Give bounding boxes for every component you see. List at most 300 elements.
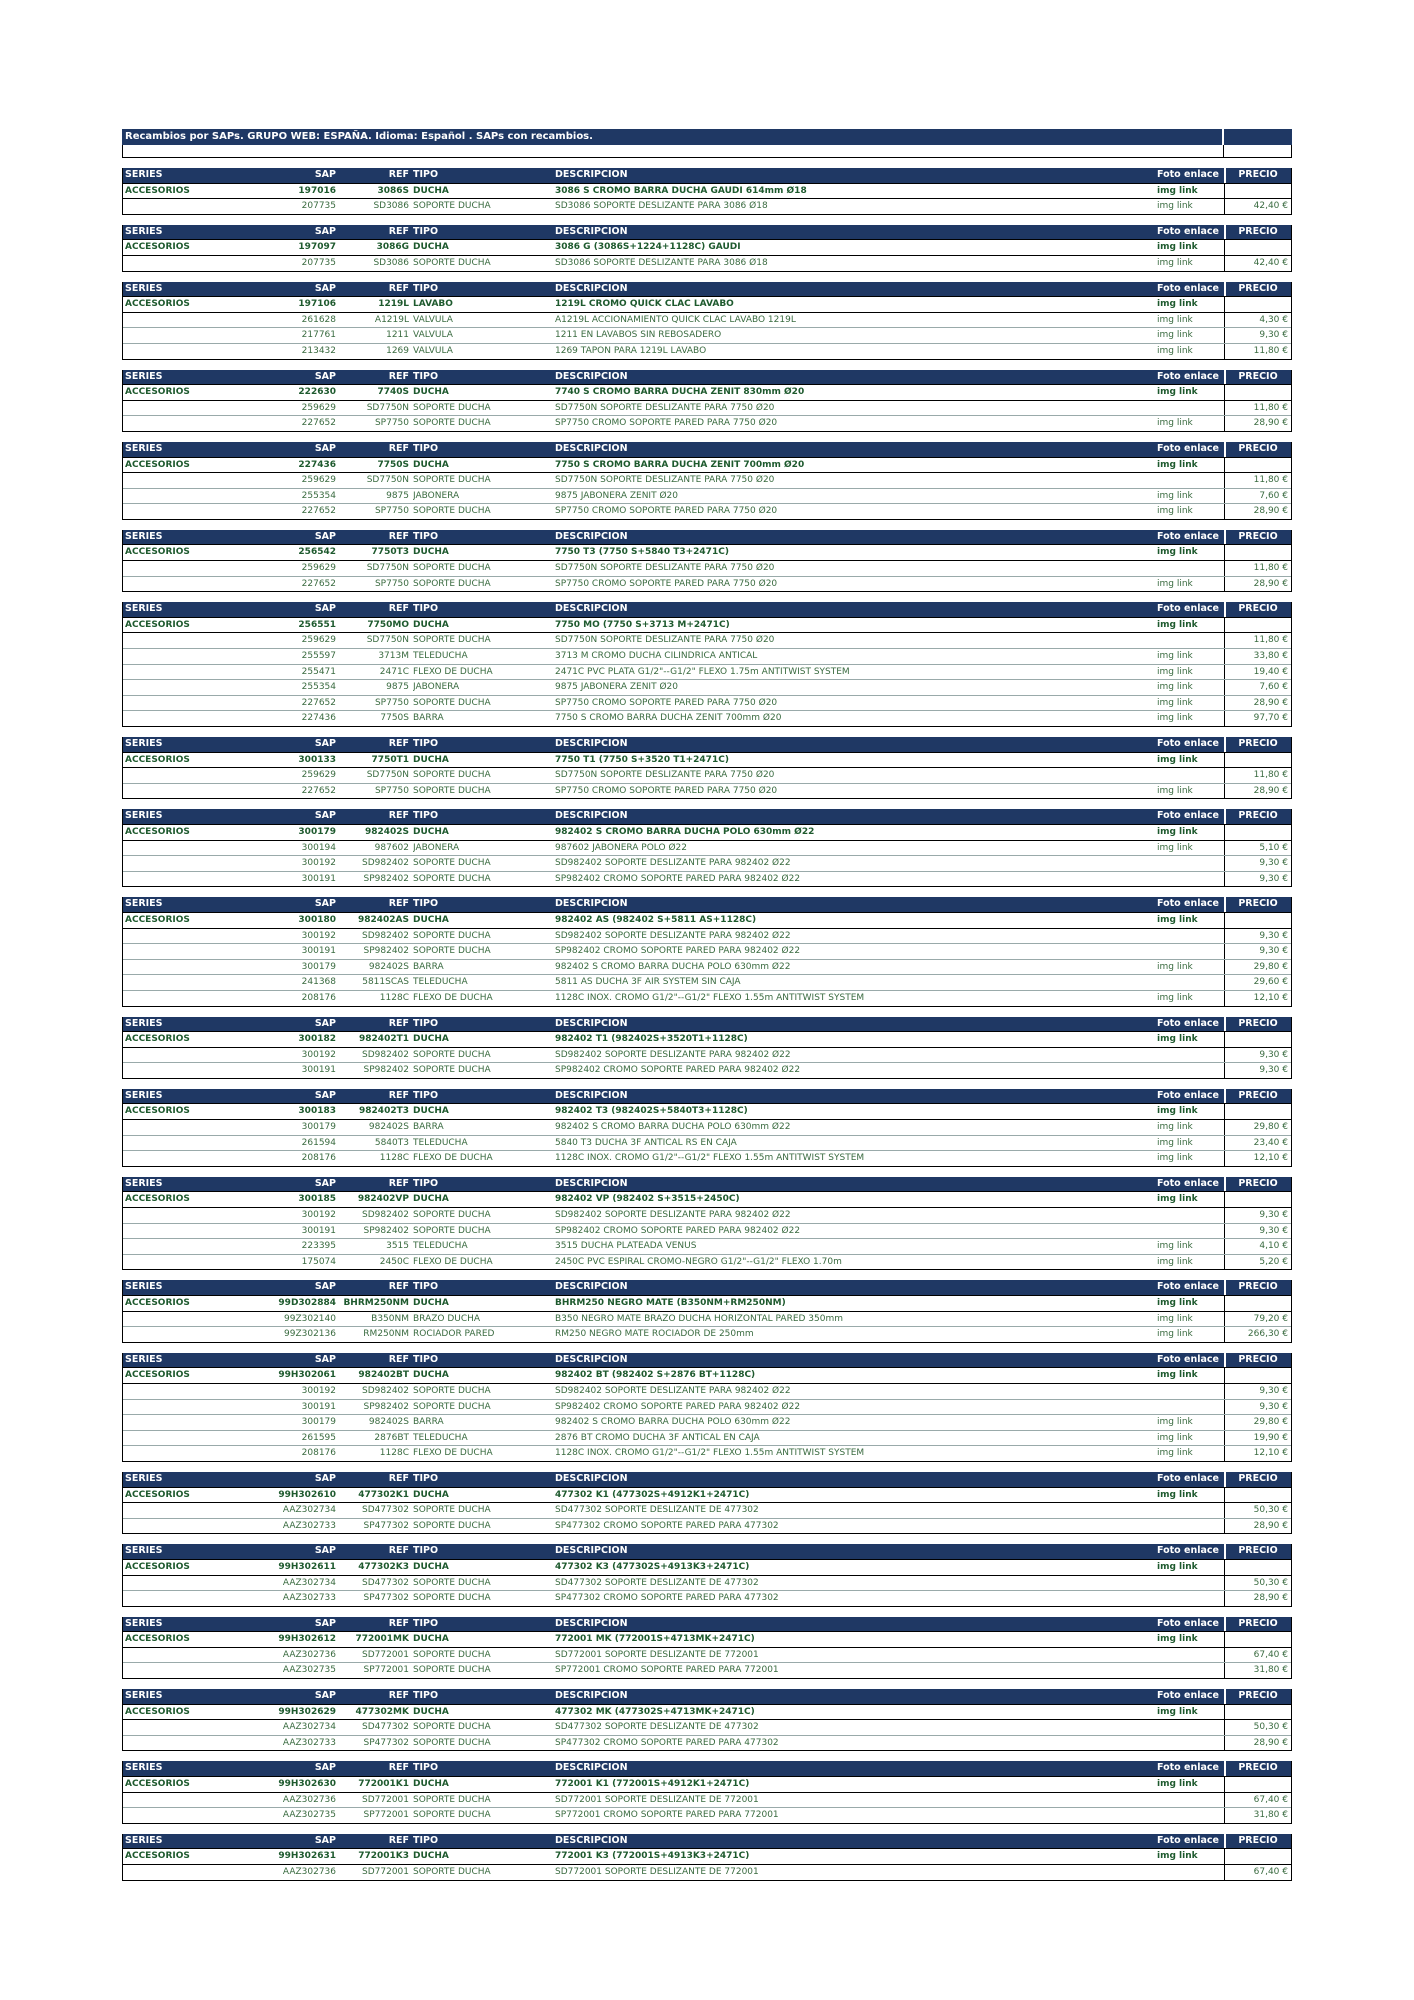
header-sap-cell: SAP [314, 810, 336, 822]
photo-link[interactable]: img link [1157, 842, 1193, 853]
photo-link[interactable]: img link [1157, 1034, 1198, 1045]
header-series-cell: SERIES [125, 1281, 163, 1293]
ref-cell: 7750S [380, 713, 409, 724]
column-divider [1224, 602, 1226, 617]
tipo-cell: SOPORTE DUCHA [413, 257, 491, 268]
ref-cell: 3086G [376, 242, 409, 253]
spare-part-row [123, 1503, 1291, 1519]
description-cell: SD3086 SOPORTE DESLIZANTE PARA 3086 Ø18 [555, 201, 768, 212]
photo-link[interactable]: img link [1157, 185, 1198, 196]
tipo-cell: BRAZO DUCHA [413, 1313, 481, 1324]
header-photo-link: Foto enlace [1157, 898, 1219, 910]
column-divider [1224, 1689, 1226, 1704]
header-description-cell: DESCRIPCION [555, 1353, 628, 1365]
column-divider [1224, 1120, 1225, 1135]
ref-cell: SD7750N [366, 770, 409, 781]
header-series-cell: SERIES [125, 1353, 163, 1365]
price-cell: 50,30 € [1253, 1505, 1288, 1516]
ref-cell: SD982402 [362, 930, 409, 941]
header-series-cell: SERIES [125, 810, 163, 822]
column-divider [1224, 504, 1225, 519]
header-sap-cell: SAP [314, 1545, 336, 1557]
spare-part-row [123, 680, 1291, 696]
product-row [123, 913, 1291, 929]
description-cell: SD7750N SOPORTE DESLIZANTE PARA 7750 Ø20 [555, 402, 775, 413]
header-price-cell: PRECIO [1238, 530, 1278, 542]
photo-link[interactable]: img link [1157, 387, 1198, 398]
header-sap-cell: SAP [314, 1617, 336, 1629]
header-price-cell: PRECIO [1238, 1472, 1278, 1484]
photo-link[interactable]: img link [1157, 345, 1193, 356]
sap-cell: 99H302612 [278, 1634, 336, 1645]
description-cell: BHRM250 NEGRO MATE (B350NM+RM250NM) [555, 1298, 786, 1308]
header-sap-cell: SAP [314, 442, 336, 454]
spare-part-row [123, 401, 1291, 417]
product-row [123, 545, 1291, 561]
tipo-cell: SOPORTE DUCHA [413, 506, 491, 517]
spare-part-row [123, 1048, 1291, 1064]
column-divider [1224, 297, 1225, 312]
header-ref-cell: REF [388, 810, 409, 822]
description-cell: 982402 BT (982402 S+2876 BT+1128C) [555, 1370, 756, 1381]
header-price-cell: PRECIO [1238, 1353, 1278, 1365]
price-cell: 9,30 € [1259, 1049, 1288, 1060]
ref-cell: 477302MK [355, 1706, 409, 1717]
column-divider [1224, 1544, 1226, 1559]
photo-link[interactable]: img link [1157, 418, 1193, 429]
column-divider [1224, 416, 1225, 431]
column-divider [1224, 442, 1226, 457]
header-sap-cell: SAP [314, 282, 336, 294]
header-price-cell: PRECIO [1238, 1017, 1278, 1029]
photo-link[interactable]: img link [1157, 242, 1198, 253]
description-cell: 2450C PVC ESPIRAL CROMO-NEGRO G1/2"--G1/2" FLEXO 1.70m [555, 1256, 842, 1267]
price-cell: 28,90 € [1253, 697, 1288, 708]
photo-link[interactable]: img link [1157, 1122, 1193, 1133]
price-cell: 4,10 € [1259, 1241, 1288, 1252]
header-price-cell: PRECIO [1238, 1617, 1278, 1629]
header-photo-link: Foto enlace [1157, 282, 1219, 294]
sap-cell: 227652 [301, 697, 336, 708]
spare-part-row [123, 1591, 1291, 1606]
sap-cell: 99H302631 [278, 1851, 336, 1862]
product-row [123, 1777, 1291, 1793]
sap-cell: 207735 [301, 201, 336, 212]
description-cell: SD772001 SOPORTE DESLIZANTE DE 772001 [555, 1867, 759, 1877]
header-price-cell: PRECIO [1238, 225, 1278, 237]
column-header-row [123, 737, 1291, 753]
header-ref-cell: REF [388, 1617, 409, 1629]
header-description-cell: DESCRIPCION [555, 898, 628, 910]
column-divider [1224, 328, 1225, 343]
product-group [122, 1017, 1292, 1079]
price-cell: 50,30 € [1253, 1577, 1288, 1588]
header-photo-link: Foto enlace [1157, 1762, 1219, 1774]
spare-part-row [123, 944, 1291, 960]
ref-cell: 7740S [377, 387, 409, 398]
tipo-cell: JABONERA [413, 682, 460, 693]
description-cell: RM250 NEGRO MATE ROCIADOR DE 250mm [555, 1329, 754, 1340]
photo-link[interactable]: img link [1157, 201, 1193, 212]
column-divider [1224, 168, 1226, 183]
header-sap-cell: SAP [314, 1762, 336, 1774]
price-cell: 29,80 € [1253, 1417, 1288, 1428]
column-divider [1224, 944, 1225, 959]
ref-cell: SD982402 [362, 1385, 409, 1396]
product-row [123, 825, 1291, 841]
header-tipo-cell: TIPO [413, 282, 439, 294]
price-cell: 33,80 € [1253, 651, 1288, 662]
photo-link[interactable]: img link [1157, 1706, 1198, 1717]
description-cell: 772001 K1 (772001S+4912K1+2471C) [555, 1779, 750, 1790]
ref-cell: SD7750N [366, 635, 409, 646]
photo-link[interactable]: img link [1157, 1489, 1198, 1500]
spare-part-row [123, 1431, 1291, 1447]
tipo-cell: DUCHA [413, 1561, 449, 1572]
header-ref-cell: REF [388, 370, 409, 382]
photo-link[interactable]: img link [1157, 1561, 1198, 1572]
column-header-row [123, 1761, 1291, 1777]
tipo-cell: SOPORTE DUCHA [413, 1505, 491, 1516]
description-cell: SP7750 CROMO SOPORTE PARED PARA 7750 Ø20 [555, 697, 778, 708]
photo-link[interactable]: img link [1157, 785, 1193, 796]
price-cell: 31,80 € [1253, 1810, 1288, 1821]
description-cell: 982402 VP (982402 S+3515+2450C) [555, 1194, 740, 1205]
tipo-cell: DUCHA [413, 1298, 449, 1308]
photo-link[interactable]: img link [1157, 1241, 1193, 1252]
product-row [123, 1296, 1291, 1312]
photo-link[interactable]: img link [1157, 666, 1193, 677]
description-cell: 982402 S CROMO BARRA DUCHA POLO 630mm Ø22 [555, 1417, 791, 1428]
column-divider [1224, 1617, 1226, 1632]
spare-part-row [123, 1736, 1291, 1751]
header-tipo-cell: TIPO [413, 1834, 439, 1846]
spare-part-row [123, 960, 1291, 976]
ref-cell: 982402S [368, 1417, 409, 1428]
photo-link[interactable]: img link [1157, 713, 1193, 724]
column-divider [1224, 1239, 1225, 1254]
photo-link[interactable]: img link [1157, 1417, 1193, 1428]
photo-link[interactable]: img link [1157, 299, 1198, 310]
price-cell: 11,80 € [1253, 563, 1288, 574]
column-divider [1224, 458, 1225, 473]
column-divider [1224, 665, 1225, 680]
spare-part-row [123, 696, 1291, 712]
description-cell: 7750 T1 (7750 S+3520 T1+2471C) [555, 754, 729, 765]
column-divider [1224, 344, 1225, 359]
column-divider [1224, 768, 1225, 783]
ref-cell: 772001K3 [358, 1851, 409, 1862]
description-cell: SD7750N SOPORTE DESLIZANTE PARA 7750 Ø20 [555, 475, 775, 486]
spare-part-row [123, 1808, 1291, 1823]
description-cell: 7750 MO (7750 S+3713 M+2471C) [555, 619, 730, 630]
ref-cell: SP477302 [363, 1737, 409, 1748]
photo-link[interactable]: img link [1157, 330, 1193, 341]
price-cell: 12,10 € [1253, 992, 1288, 1003]
photo-link[interactable]: img link [1157, 1432, 1193, 1443]
description-cell: 1128C INOX. CROMO G1/2"--G1/2" FLEXO 1.55m ANTITWIST SYSTEM [555, 1153, 865, 1164]
header-tipo-cell: TIPO [413, 738, 439, 749]
ref-cell: 3086S [377, 185, 409, 196]
header-photo-link: Foto enlace [1157, 1834, 1219, 1846]
header-tipo-cell: TIPO [413, 810, 439, 822]
photo-link[interactable]: img link [1157, 1851, 1198, 1862]
spare-part-row [123, 633, 1291, 649]
tipo-cell: DUCHA [413, 547, 449, 558]
ref-cell: 1269 [386, 345, 409, 356]
column-divider [1224, 975, 1225, 990]
product-group [122, 1761, 1292, 1823]
price-cell: 29,80 € [1253, 1122, 1288, 1133]
photo-link[interactable]: img link [1157, 459, 1198, 470]
ref-cell: SP477302 [363, 1520, 409, 1531]
ref-cell: SD772001 [362, 1649, 409, 1660]
header-description-cell: DESCRIPCION [555, 603, 628, 615]
tipo-cell: SOPORTE DUCHA [413, 1665, 491, 1676]
photo-link[interactable]: img link [1157, 619, 1198, 630]
tipo-cell: DUCHA [413, 185, 449, 196]
column-header-row [123, 1089, 1291, 1105]
header-ref-cell: REF [388, 169, 409, 180]
tipo-cell: SOPORTE DUCHA [413, 563, 491, 574]
column-header-row [123, 1177, 1291, 1193]
photo-link[interactable]: img link [1157, 651, 1193, 662]
sap-cell: 99H302611 [278, 1561, 336, 1572]
description-cell: SD7750N SOPORTE DESLIZANTE PARA 7750 Ø20 [555, 635, 775, 646]
product-row [123, 184, 1291, 200]
description-cell: 982402 S CROMO BARRA DUCHA POLO 630mm Ø22 [555, 961, 791, 972]
column-divider [1224, 680, 1225, 695]
column-divider [1224, 489, 1225, 504]
header-tipo-cell: TIPO [413, 603, 439, 615]
ref-cell: SD772001 [362, 1794, 409, 1805]
header-photo-link: Foto enlace [1157, 169, 1219, 180]
ref-cell: SP982402 [363, 1401, 409, 1412]
photo-link[interactable]: img link [1157, 914, 1198, 925]
ref-cell: 5811SCAS [362, 977, 409, 988]
ref-cell: 7750T1 [371, 754, 409, 765]
header-description-cell: DESCRIPCION [555, 1545, 628, 1557]
sap-cell: 300185 [298, 1194, 336, 1205]
sap-cell: 208176 [301, 1153, 336, 1164]
price-cell: 28,90 € [1253, 506, 1288, 517]
price-cell: 9,30 € [1259, 858, 1288, 869]
sap-cell: 300192 [301, 1385, 336, 1396]
tipo-cell: SOPORTE DUCHA [413, 1385, 491, 1396]
spare-part-row [123, 561, 1291, 577]
ref-cell: SP982402 [363, 1225, 409, 1236]
ref-cell: SP772001 [363, 1810, 409, 1821]
ref-cell: B350NM [371, 1313, 409, 1324]
header-sap-cell: SAP [314, 1177, 336, 1189]
sap-cell: 227652 [301, 785, 336, 796]
sap-cell: 213432 [301, 345, 336, 356]
photo-link[interactable]: img link [1157, 506, 1193, 517]
spare-part-row [123, 256, 1291, 271]
description-cell: A1219L ACCIONAMIENTO QUICK CLAC LAVABO 1219L [555, 314, 796, 325]
header-photo-link: Foto enlace [1157, 530, 1219, 542]
header-tipo-cell: TIPO [413, 1017, 439, 1029]
spare-part-row [123, 489, 1291, 505]
sap-cell: 300179 [301, 1417, 336, 1428]
column-divider [1224, 1720, 1225, 1735]
sap-cell: 255597 [301, 651, 336, 662]
tipo-cell: FLEXO DE DUCHA [413, 1153, 493, 1164]
photo-link[interactable]: img link [1157, 1106, 1198, 1117]
spare-part-row [123, 1151, 1291, 1166]
tipo-cell: SOPORTE DUCHA [413, 1401, 491, 1412]
header-tipo-cell: TIPO [413, 169, 439, 180]
product-group [122, 225, 1292, 272]
column-divider [1224, 561, 1225, 576]
photo-link[interactable]: img link [1157, 682, 1193, 693]
description-cell: 1269 TAPON PARA 1219L LAVABO [555, 345, 707, 356]
photo-link[interactable]: img link [1157, 1256, 1193, 1267]
tipo-cell: TELEDUCHA [413, 977, 468, 988]
header-series-cell: SERIES [125, 530, 163, 542]
header-series-cell: SERIES [125, 442, 163, 454]
column-divider [1224, 784, 1225, 799]
description-cell: SP7750 CROMO SOPORTE PARED PARA 7750 Ø20 [555, 578, 778, 589]
product-group [122, 282, 1292, 360]
ref-cell: SD7750N [366, 475, 409, 486]
photo-link[interactable]: img link [1157, 1137, 1193, 1148]
photo-link[interactable]: img link [1157, 826, 1198, 837]
tipo-cell: VALVULA [413, 345, 453, 356]
tipo-cell: SOPORTE DUCHA [413, 201, 491, 212]
photo-link[interactable]: img link [1157, 257, 1193, 268]
spare-part-row [123, 711, 1291, 726]
description-cell: 3713 M CROMO DUCHA CILINDRICA ANTICAL [555, 651, 758, 662]
description-cell: SP7750 CROMO SOPORTE PARED PARA 7750 Ø20 [555, 785, 778, 796]
tipo-cell: SOPORTE DUCHA [413, 1593, 491, 1604]
column-divider [1224, 1032, 1225, 1047]
ref-cell: 772001MK [355, 1634, 409, 1645]
series-cell: ACCESORIOS [125, 1298, 190, 1308]
ref-cell: 477302K3 [358, 1561, 409, 1572]
photo-link[interactable]: img link [1157, 1634, 1198, 1645]
header-description-cell: DESCRIPCION [555, 1690, 628, 1702]
photo-link[interactable]: img link [1157, 1313, 1193, 1324]
price-cell: 19,40 € [1253, 666, 1288, 677]
tipo-cell: SOPORTE DUCHA [413, 1225, 491, 1236]
spare-part-row [123, 1120, 1291, 1136]
header-ref-cell: REF [388, 1017, 409, 1029]
photo-link[interactable]: img link [1157, 992, 1193, 1003]
price-cell: 28,90 € [1253, 1593, 1288, 1604]
column-header-row [123, 1280, 1291, 1296]
description-cell: SD7750N SOPORTE DESLIZANTE PARA 7750 Ø20 [555, 770, 775, 781]
header-ref-cell: REF [388, 225, 409, 237]
sap-cell: 99D302884 [278, 1298, 336, 1308]
description-cell: SD982402 SOPORTE DESLIZANTE PARA 982402 Ø22 [555, 1385, 791, 1396]
banner-blank-row [122, 145, 1292, 158]
column-divider [1224, 370, 1226, 385]
photo-link[interactable]: img link [1157, 1194, 1198, 1205]
tipo-cell: SOPORTE DUCHA [413, 418, 491, 429]
photo-link[interactable]: img link [1157, 1448, 1193, 1459]
product-group [122, 1544, 1292, 1606]
photo-link[interactable]: img link [1157, 754, 1198, 765]
description-cell: SP982402 CROMO SOPORTE PARED PARA 982402 Ø22 [555, 946, 801, 957]
sap-cell: 255354 [301, 490, 336, 501]
tipo-cell: SOPORTE DUCHA [413, 785, 491, 796]
photo-link[interactable]: img link [1157, 1153, 1193, 1164]
photo-link[interactable]: img link [1157, 697, 1193, 708]
column-divider [1224, 473, 1225, 488]
spare-part-row [123, 1400, 1291, 1416]
description-cell: 982402 S CROMO BARRA DUCHA POLO 630mm Ø22 [555, 826, 815, 837]
product-groups [122, 168, 1292, 1881]
header-series-cell: SERIES [125, 370, 163, 382]
spare-part-row [123, 1239, 1291, 1255]
column-divider [1224, 897, 1226, 912]
ref-cell: 982402AS [357, 914, 409, 925]
header-description-cell: DESCRIPCION [555, 282, 628, 294]
photo-link[interactable]: img link [1157, 961, 1193, 972]
description-cell: SP477302 CROMO SOPORTE PARED PARA 477302 [555, 1593, 779, 1604]
spare-part-row [123, 313, 1291, 329]
description-cell: 9875 JABONERA ZENIT Ø20 [555, 490, 678, 501]
tipo-cell: DUCHA [413, 1106, 449, 1117]
ref-cell: SD3086 [373, 257, 409, 268]
sap-cell: 300179 [301, 1122, 336, 1133]
sap-cell: 208176 [301, 1448, 336, 1459]
photo-link[interactable]: img link [1157, 578, 1193, 589]
column-divider [1224, 1560, 1225, 1575]
ref-cell: 7750T3 [371, 547, 409, 558]
header-price-cell: PRECIO [1238, 1089, 1278, 1101]
ref-cell: SP982402 [363, 873, 409, 884]
ref-cell: SP982402 [363, 946, 409, 957]
photo-link[interactable]: img link [1157, 490, 1193, 501]
tipo-cell: VALVULA [413, 314, 453, 325]
series-cell: ACCESORIOS [125, 1634, 190, 1645]
sap-cell: 300182 [298, 1034, 336, 1045]
header-photo-link: Foto enlace [1157, 1353, 1219, 1365]
ref-cell: 1128C [379, 992, 409, 1003]
product-group [122, 370, 1292, 432]
ref-cell: SP7750 [374, 418, 409, 429]
spare-part-row [123, 991, 1291, 1006]
column-divider [1224, 225, 1226, 240]
header-photo-link: Foto enlace [1157, 1617, 1219, 1629]
sap-cell: 300179 [298, 826, 336, 837]
photo-link[interactable]: img link [1157, 1779, 1198, 1790]
header-tipo-cell: TIPO [413, 1089, 439, 1101]
ref-cell: 3515 [386, 1241, 409, 1252]
column-header-row [123, 442, 1291, 458]
ref-cell: 1219L [378, 299, 409, 310]
description-cell: 5840 T3 DUCHA 3F ANTICAL RS EN CAJA [555, 1137, 737, 1148]
description-cell: SP477302 CROMO SOPORTE PARED PARA 477302 [555, 1520, 779, 1531]
tipo-cell: SOPORTE DUCHA [413, 1737, 491, 1748]
photo-link[interactable]: img link [1157, 314, 1193, 325]
column-header-row [123, 1353, 1291, 1369]
column-divider [1224, 1296, 1225, 1311]
photo-link[interactable]: img link [1157, 1329, 1193, 1340]
photo-link[interactable]: img link [1157, 1370, 1198, 1381]
photo-link[interactable]: img link [1157, 1298, 1198, 1308]
sap-cell: 227652 [301, 506, 336, 517]
column-divider [1224, 199, 1225, 214]
sap-cell: 300191 [301, 1065, 336, 1076]
tipo-cell: TELEDUCHA [413, 1241, 468, 1252]
photo-link[interactable]: img link [1157, 547, 1198, 558]
product-row [123, 1632, 1291, 1648]
price-cell: 11,80 € [1253, 635, 1288, 646]
spare-part-row [123, 577, 1291, 592]
